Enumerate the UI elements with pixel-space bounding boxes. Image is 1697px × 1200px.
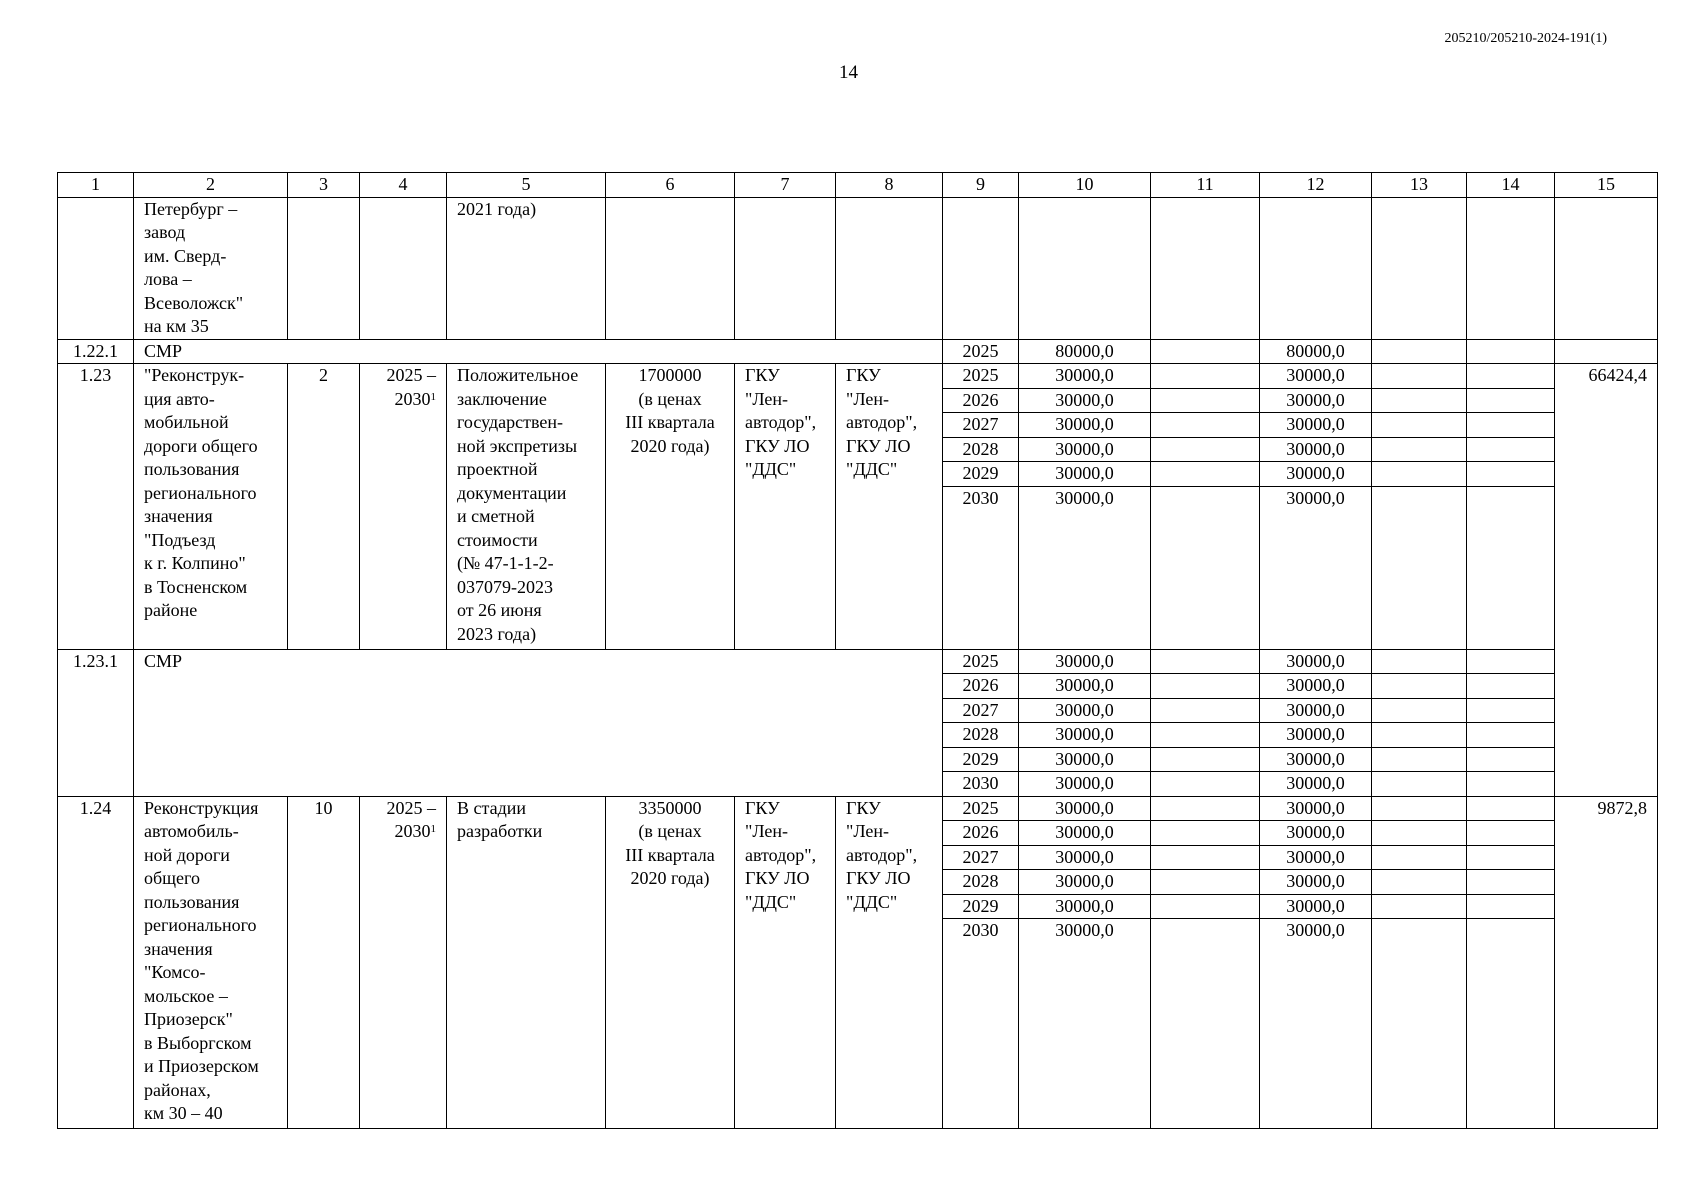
year-cell: 2028: [943, 870, 1019, 895]
amount-cell: 30000,0: [1260, 796, 1372, 821]
amount-cell: 30000,0: [1260, 437, 1372, 462]
year-cell: 2025: [943, 364, 1019, 389]
col-header: 14: [1467, 173, 1555, 198]
program-table: [57, 172, 1658, 1129]
amount-cell: 30000,0: [1260, 772, 1372, 797]
page-number: 14: [839, 62, 858, 83]
row-number: 1.22.1: [58, 339, 134, 364]
cost-cell: 3350000 (в ценах III квартала 2020 года): [606, 796, 735, 1129]
col-header: 11: [1151, 173, 1260, 198]
col-header: 5: [447, 173, 606, 198]
total-cell: 66424,4: [1555, 364, 1658, 797]
col-header: 13: [1372, 173, 1467, 198]
document-cell: В стадии разработки: [447, 796, 606, 1129]
year-cell: 2027: [943, 845, 1019, 870]
amount-cell: 30000,0: [1260, 486, 1372, 649]
amount-cell: 30000,0: [1019, 772, 1151, 797]
amount-cell: 30000,0: [1260, 821, 1372, 846]
amount-cell: 30000,0: [1260, 413, 1372, 438]
customer-cell: ГКУ "Лен- автодор", ГКУ ЛО "ДДС": [735, 364, 836, 650]
year-cell: 2025: [943, 649, 1019, 674]
year-cell: 2025: [943, 796, 1019, 821]
period-cell: 2025 – 2030$^1$: [360, 796, 447, 1129]
capacity-cell: 2: [288, 364, 360, 650]
amount-cell: 80000,0: [1019, 339, 1151, 364]
amount-cell: 30000,0: [1019, 821, 1151, 846]
year-cell: 2027: [943, 698, 1019, 723]
year-cell: 2026: [943, 674, 1019, 699]
amount-cell: 30000,0: [1019, 723, 1151, 748]
col-header: 4: [360, 173, 447, 198]
amount-cell: 30000,0: [1260, 462, 1372, 487]
amount-cell: 30000,0: [1019, 364, 1151, 389]
row-label: СМР: [134, 339, 943, 364]
table-row-1-23-1: [58, 649, 1658, 674]
document-cell: 2021 года): [447, 197, 606, 339]
amount-cell: 30000,0: [1260, 649, 1372, 674]
customer-cell: ГКУ "Лен- автодор", ГКУ ЛО "ДДС": [735, 796, 836, 1129]
document-id: 205210/205210-2024-191(1): [1444, 31, 1607, 46]
amount-cell: 30000,0: [1260, 388, 1372, 413]
amount-cell: 30000,0: [1019, 870, 1151, 895]
developer-cell: ГКУ "Лен- автодор", ГКУ ЛО "ДДС": [836, 364, 943, 650]
amount-cell: 30000,0: [1019, 674, 1151, 699]
capacity-cell: 10: [288, 796, 360, 1129]
year-cell: 2025: [943, 339, 1019, 364]
col-header: 7: [735, 173, 836, 198]
amount-cell: 30000,0: [1019, 919, 1151, 1129]
table-row-1-23: [58, 364, 1658, 389]
amount-cell: 30000,0: [1019, 796, 1151, 821]
amount-cell: 30000,0: [1260, 845, 1372, 870]
year-cell: 2026: [943, 388, 1019, 413]
year-cell: 2027: [943, 413, 1019, 438]
developer-cell: ГКУ "Лен- автодор", ГКУ ЛО "ДДС": [836, 796, 943, 1129]
amount-cell: 30000,0: [1260, 674, 1372, 699]
amount-cell: 30000,0: [1019, 437, 1151, 462]
table-header-row: [58, 173, 1658, 198]
col-header: 3: [288, 173, 360, 198]
amount-cell: 30000,0: [1019, 845, 1151, 870]
year-cell: 2030: [943, 919, 1019, 1129]
year-cell: 2030: [943, 772, 1019, 797]
year-cell: 2026: [943, 821, 1019, 846]
amount-cell: 30000,0: [1019, 486, 1151, 649]
amount-cell: 30000,0: [1260, 747, 1372, 772]
amount-cell: 30000,0: [1019, 413, 1151, 438]
table-row-continuation: [58, 197, 1658, 339]
amount-cell: 30000,0: [1019, 894, 1151, 919]
amount-cell: 30000,0: [1260, 723, 1372, 748]
col-header: 15: [1555, 173, 1658, 198]
year-cell: 2028: [943, 723, 1019, 748]
object-name-cell: "Реконструк- ция авто- мобильной дороги общего пользования регионального значения "Подъезд к г. Колпино" в Тосненском районе: [134, 364, 288, 650]
row-number: 1.23: [58, 364, 134, 650]
amount-cell: 30000,0: [1019, 747, 1151, 772]
period-cell: 2025 – 2030$^1$: [360, 364, 447, 650]
amount-cell: 30000,0: [1019, 462, 1151, 487]
document-cell: Положительное заключение государствен- ной экспретизы проектной документации и сметной стоимости (№ 47-1-1-2- 037079-2023 от 26 июня 2023 года): [447, 364, 606, 650]
amount-cell: 30000,0: [1260, 894, 1372, 919]
year-cell: 2030: [943, 486, 1019, 649]
year-cell: 2028: [943, 437, 1019, 462]
col-header: 8: [836, 173, 943, 198]
object-name-cell: Реконструкция автомобиль- ной дороги общего пользования регионального значения "Комсо- мольское – Приозерск" в Выборгском и Приозерском районах, км 30 – 40: [134, 796, 288, 1129]
amount-cell: 80000,0: [1260, 339, 1372, 364]
col-header: 2: [134, 173, 288, 198]
row-number: 1.24: [58, 796, 134, 1129]
amount-cell: 30000,0: [1019, 388, 1151, 413]
table-row-1-22-1: [58, 339, 1658, 364]
cost-cell: 1700000 (в ценах III квартала 2020 года): [606, 364, 735, 650]
col-header: 6: [606, 173, 735, 198]
col-header: 9: [943, 173, 1019, 198]
col-header: 12: [1260, 173, 1372, 198]
amount-cell: 30000,0: [1260, 364, 1372, 389]
total-cell: 9872,8: [1555, 796, 1658, 1129]
year-cell: 2029: [943, 747, 1019, 772]
col-header: 1: [58, 173, 134, 198]
amount-cell: 30000,0: [1260, 919, 1372, 1129]
col-header: 10: [1019, 173, 1151, 198]
row-number: 1.23.1: [58, 649, 134, 796]
row-label: СМР: [134, 649, 943, 796]
amount-cell: 30000,0: [1260, 870, 1372, 895]
amount-cell: 30000,0: [1019, 698, 1151, 723]
amount-cell: 30000,0: [1260, 698, 1372, 723]
table-row-1-24: [58, 796, 1658, 821]
object-name-cell: Петербург – завод им. Сверд- лова – Всеволожск" на км 35: [134, 197, 288, 339]
amount-cell: 30000,0: [1019, 649, 1151, 674]
year-cell: 2029: [943, 462, 1019, 487]
year-cell: 2029: [943, 894, 1019, 919]
